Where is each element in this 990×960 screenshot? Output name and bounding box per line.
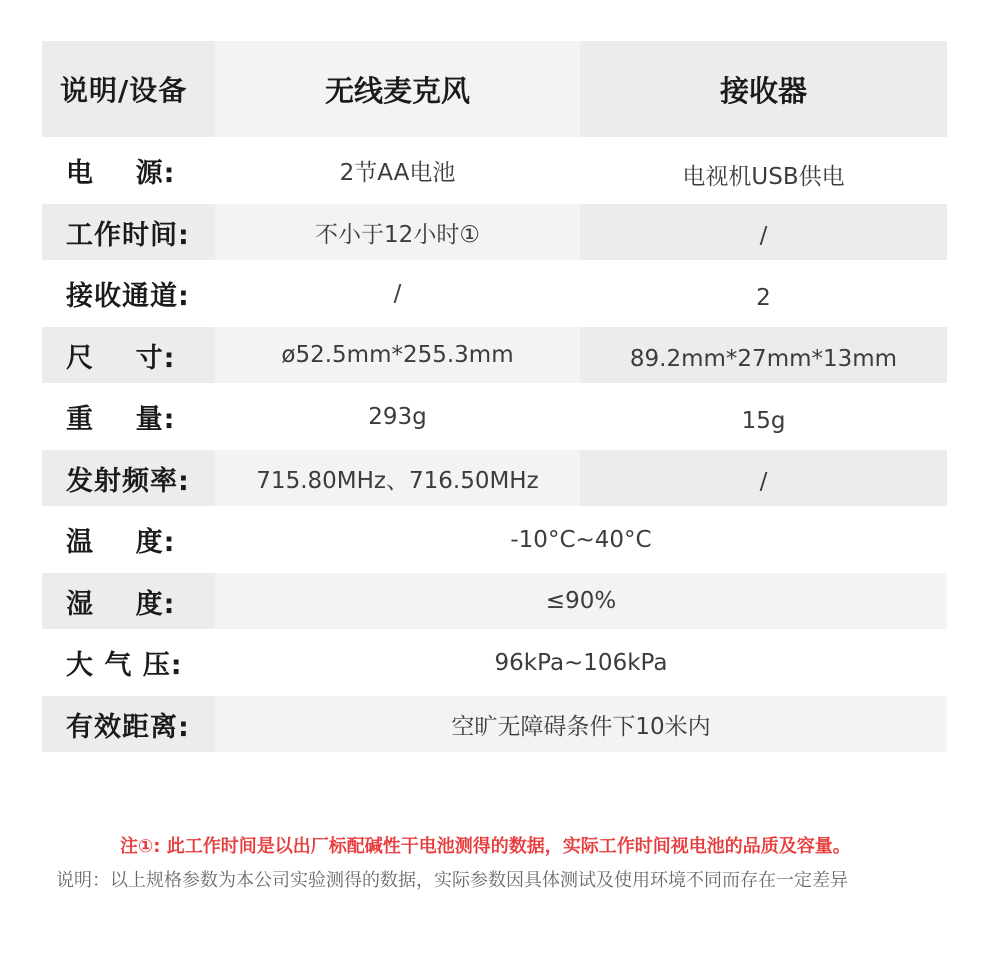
table-row-humidity xyxy=(42,573,947,629)
shared-value: -10°C~40°C xyxy=(510,526,652,553)
header-mic-column: 无线麦克风 xyxy=(215,41,580,137)
table-row-channels xyxy=(42,260,947,327)
header-receiver-column: 接收器 xyxy=(580,41,947,137)
table-row-dimensions xyxy=(42,327,947,383)
receiver-value: 15g xyxy=(741,407,786,434)
shared-value: 空旷无障碍条件下10米内 xyxy=(215,696,947,752)
shared-value: ≤90% xyxy=(215,573,947,629)
receiver-value: 2 xyxy=(756,284,771,311)
table-row-frequency xyxy=(42,450,947,506)
receiver-value: / xyxy=(580,450,947,506)
footnote: 注①: 此工作时间是以出厂标配碱性干电池测得的数据，实际工作时间视电池的品质及容量。 xyxy=(120,836,851,857)
mic-value: 2节AA电池 xyxy=(339,160,456,186)
table-row-range xyxy=(42,696,947,752)
header-label-column: 说明/设备 xyxy=(42,41,215,137)
row-label: 温 度: xyxy=(66,527,176,558)
receiver-value: 电视机USB供电 xyxy=(682,164,845,190)
row-label: 工作时间: xyxy=(42,204,215,260)
shared-value: 96kPa~106kPa xyxy=(494,649,668,676)
mic-value: / xyxy=(393,280,402,307)
row-label: 大 气 压: xyxy=(66,650,183,681)
row-label: 接收通道: xyxy=(66,281,190,312)
row-label: 尺 寸: xyxy=(42,327,215,383)
mic-value: 293g xyxy=(368,403,427,430)
table-row-temperature xyxy=(42,506,947,573)
receiver-value: 89.2mm*27mm*13mm xyxy=(580,327,947,383)
disclaimer: 说明：以上规格参数为本公司实验测得的数据，实际参数因具体测试及使用环境不同而存在一定差异 xyxy=(56,870,848,891)
table-row-pressure xyxy=(42,629,947,696)
mic-value: 715.80MHz、716.50MHz xyxy=(215,450,580,506)
table-row-weight xyxy=(42,383,947,450)
row-label: 发射频率: xyxy=(42,450,215,506)
row-label: 电 源: xyxy=(66,158,176,189)
mic-value: 不小于12小时① xyxy=(215,204,580,260)
table-row-working-time xyxy=(42,204,947,260)
row-label: 重 量: xyxy=(66,404,176,435)
mic-value: ø52.5mm*255.3mm xyxy=(215,327,580,383)
table-header xyxy=(42,41,947,137)
spec-table xyxy=(42,41,947,752)
row-label: 湿 度: xyxy=(42,573,215,629)
table-row-power xyxy=(42,137,947,204)
receiver-value: / xyxy=(580,204,947,260)
row-label: 有效距离: xyxy=(42,696,215,752)
